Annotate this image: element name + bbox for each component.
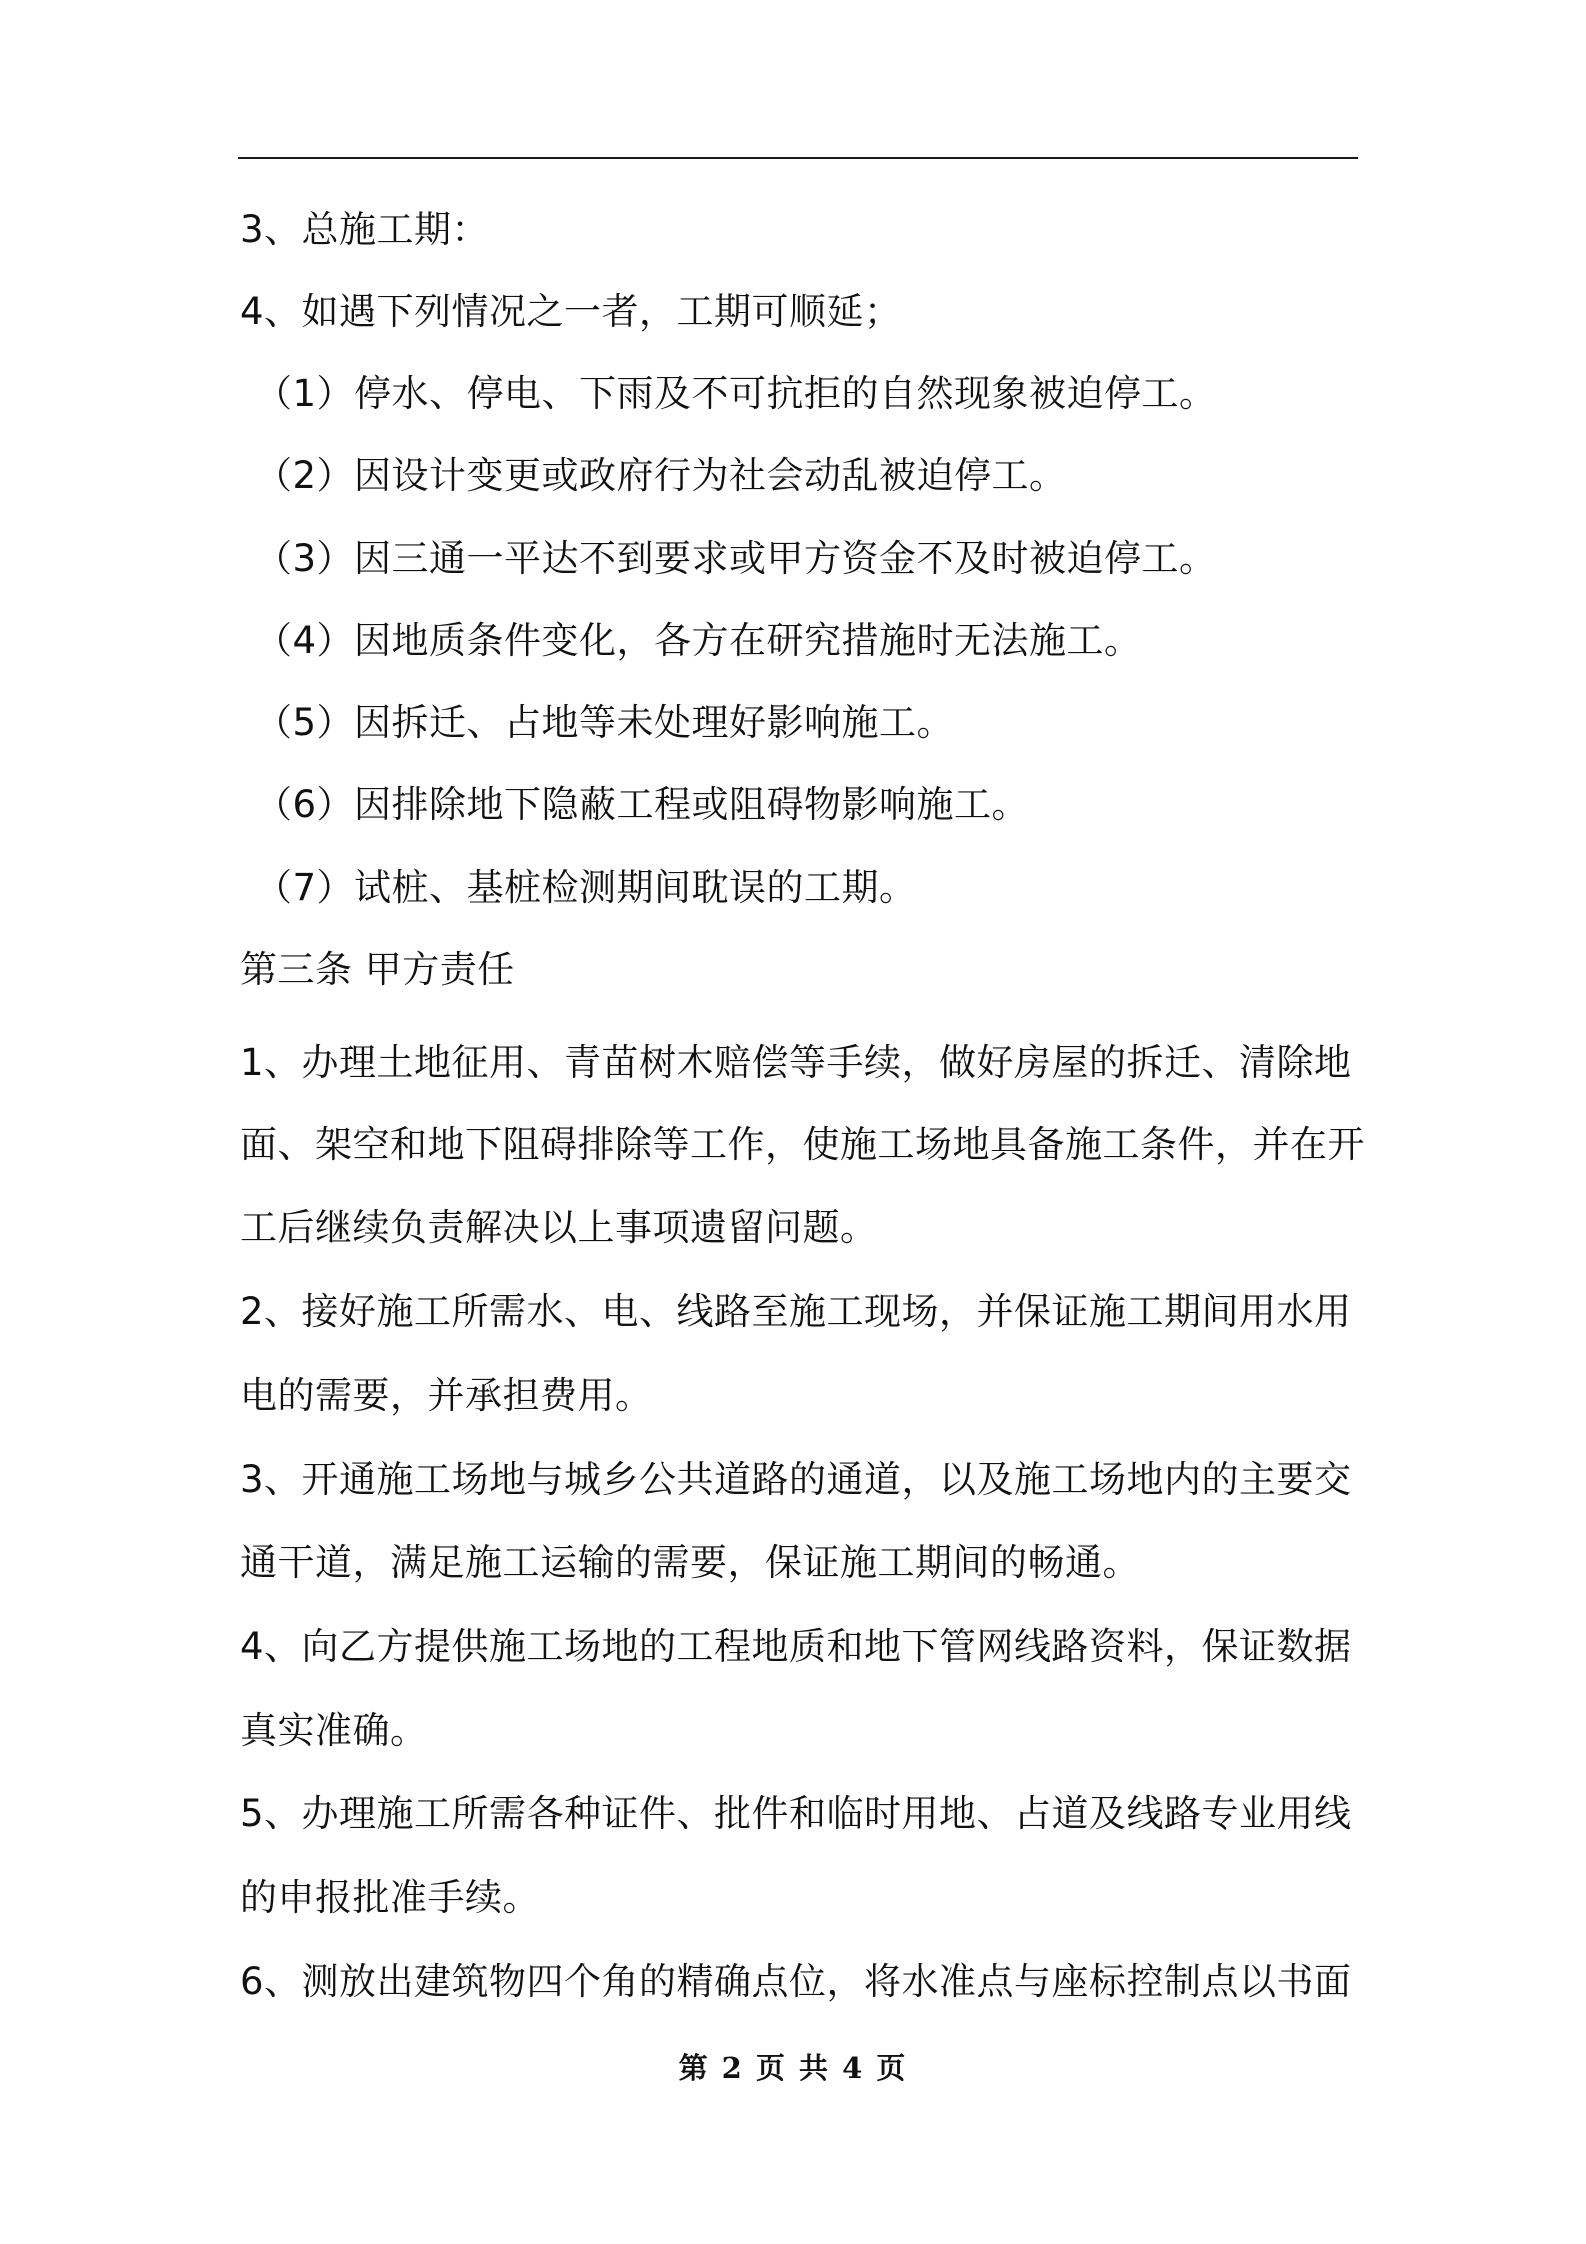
text-line: 3、开通施工场地与城乡公共道路的通道，以及施工场地内的主要交 xyxy=(240,1458,1352,1501)
text-line: 真实准确。 xyxy=(240,1709,428,1752)
header-rule xyxy=(238,157,1358,159)
section-heading: 第三条 甲方责任 xyxy=(240,948,515,991)
text-line: 通干道，满足施工运输的需要，保证施工期间的畅通。 xyxy=(240,1541,1140,1584)
list-item: （3）因三通一平达不到要求或甲方资金不及时被迫停工。 xyxy=(255,537,1217,580)
text-line: 面、架空和地下阻碍排除等工作，使施工场地具备施工条件，并在开 xyxy=(240,1123,1365,1166)
text-line: 的申报批准手续。 xyxy=(240,1876,540,1919)
list-item: （7）试桩、基桩检测期间耽误的工期。 xyxy=(255,866,917,909)
page-number-footer: 第 2 页 共 4 页 xyxy=(678,2051,908,2085)
text-line: 工后继续负责解决以上事项遗留问题。 xyxy=(240,1206,878,1249)
list-item: （1）停水、停电、下雨及不可抗拒的自然现象被迫停工。 xyxy=(255,372,1217,415)
text-line: 4、向乙方提供施工场地的工程地质和地下管网线路资料，保证数据 xyxy=(240,1625,1352,1668)
text-line: 1、办理土地征用、青苗树木赔偿等手续，做好房屋的拆迁、清除地 xyxy=(240,1041,1352,1084)
text-line: 3、总施工期： xyxy=(240,208,490,251)
list-item: （2）因设计变更或政府行为社会动乱被迫停工。 xyxy=(255,454,1067,497)
text-line: 5、办理施工所需各种证件、批件和临时用地、占道及线路专业用线 xyxy=(240,1792,1352,1835)
text-line: 6、测放出建筑物四个角的精确点位，将水准点与座标控制点以书面 xyxy=(240,1960,1352,2003)
list-item: （5）因拆迁、占地等未处理好影响施工。 xyxy=(255,701,955,744)
text-line: 电的需要，并承担费用。 xyxy=(240,1374,653,1417)
text-line: 2、接好施工所需水、电、线路至施工现场，并保证施工期间用水用 xyxy=(240,1290,1352,1333)
list-item: （6）因排除地下隐蔽工程或阻碍物影响施工。 xyxy=(255,783,1030,826)
list-item: （4）因地质条件变化，各方在研究措施时无法施工。 xyxy=(255,619,1142,662)
text-line: 4、如遇下列情况之一者，工期可顺延； xyxy=(240,290,902,333)
